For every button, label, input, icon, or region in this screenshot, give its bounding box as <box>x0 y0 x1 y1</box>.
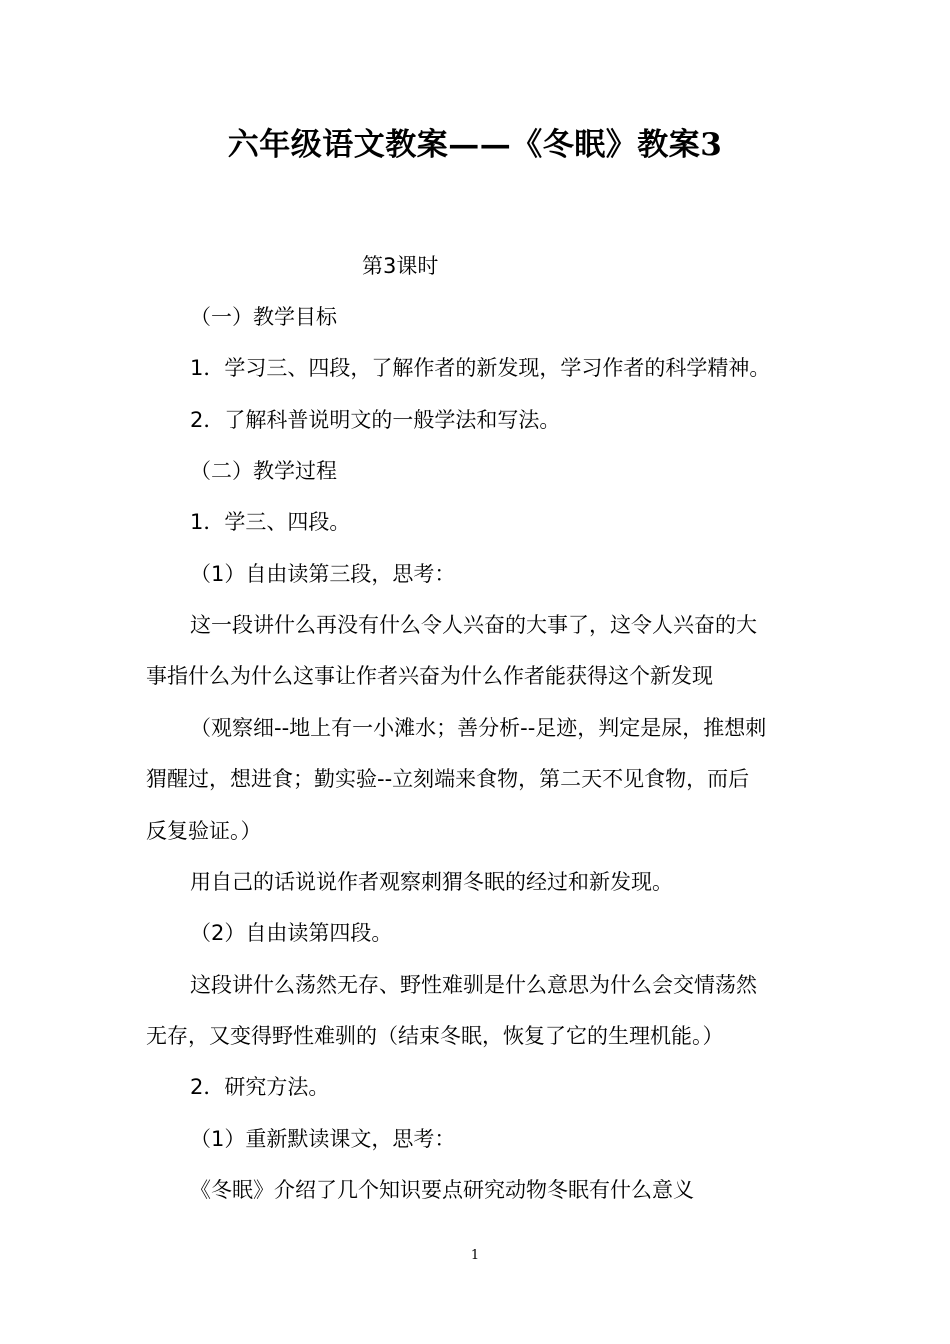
body-text-line: 用自己的话说说作者观察刺猬冬眠的经过和新发现。 <box>190 870 673 894</box>
process-step-2: 2．研究方法。 <box>190 1075 330 1099</box>
objective-item-1: 1．学习三、四段，了解作者的新发现，学习作者的科学精神。 <box>190 356 771 380</box>
process-substep-1: （1）自由读第三段，思考： <box>190 562 456 586</box>
process-substep-3: （1）重新默读课文，思考： <box>190 1127 456 1151</box>
body-text-line: 这一段讲什么再没有什么令人兴奋的大事了，这令人兴奋的大 <box>190 613 757 637</box>
body-text-line: 反复验证。） <box>146 819 262 843</box>
body-text-line: 《冬眠》介绍了几个知识要点研究动物冬眠有什么意义 <box>190 1178 694 1202</box>
page-number: 1 <box>470 1248 480 1263</box>
body-text-line: 这段讲什么荡然无存、野性难驯是什么意思为什么会交情荡然 <box>190 973 757 997</box>
body-text-line: （观察细--地上有一小滩水；善分析--足迹，判定是尿，推想刺 <box>190 716 767 740</box>
process-step-1: 1．学三、四段。 <box>190 510 351 534</box>
objective-item-2: 2．了解科普说明文的一般学法和写法。 <box>190 408 561 432</box>
section-heading-process: （二）教学过程 <box>190 459 337 483</box>
document-title: 六年级语文教案——《冬眠》教案3 <box>227 127 723 163</box>
body-text-line: 无存，又变得野性难驯的（结束冬眠，恢复了它的生理机能。） <box>146 1024 724 1048</box>
process-substep-2: （2）自由读第四段。 <box>190 921 393 945</box>
lesson-period: 第3课时 <box>362 254 439 278</box>
body-text-line: 猬醒过，想进食；勤实验--立刻端来食物，第二天不见食物，而后 <box>146 767 750 791</box>
body-text-line: 事指什么为什么这事让作者兴奋为什么作者能获得这个新发现 <box>146 664 713 688</box>
section-heading-objectives: （一）教学目标 <box>190 305 337 329</box>
